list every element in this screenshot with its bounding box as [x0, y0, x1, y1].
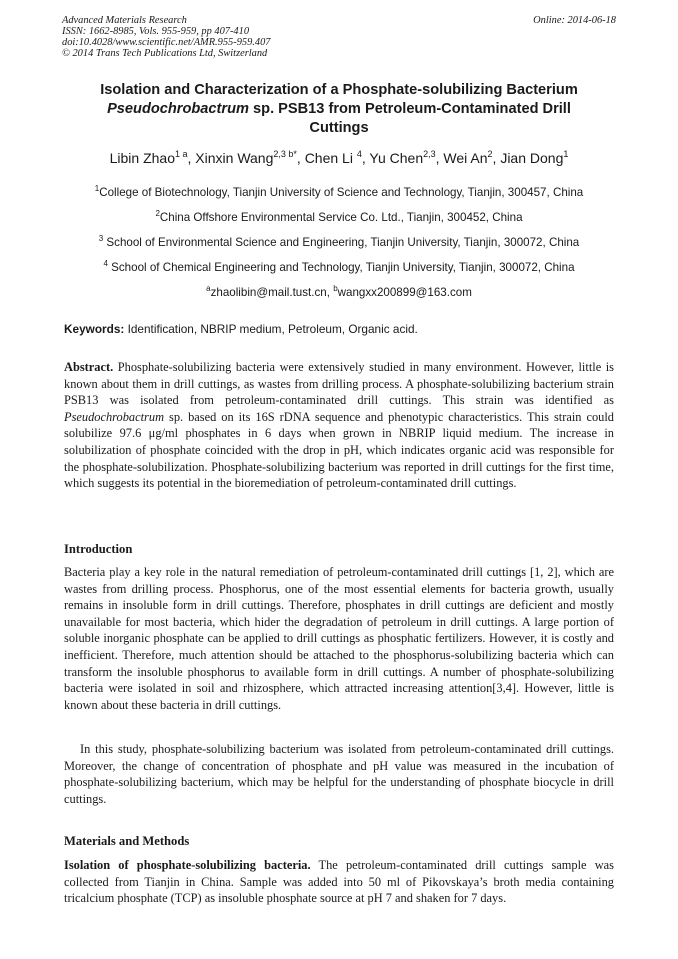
methods-paragraph-1: [64, 857, 614, 907]
issn-line: ISSN: 1662-8985, Vols. 955-959, pp 407-410: [62, 26, 250, 37]
intro-paragraph-2: In this study, phosphate-solubilizing bacterium was isolated from petroleum-contaminated drill cuttings. Moreover, the change of concentration of phosphate and pH value was measured in the incubation of phosphate-solubilizing bacterium, which may be helpful for the understanding of phosphate biocycle in drill cuttings.: [64, 742, 614, 806]
journal-header: [62, 15, 422, 59]
affil-marker: 3: [98, 234, 104, 243]
author-name: Jian Dong: [500, 150, 564, 166]
author-affil-marker: 2: [487, 149, 493, 159]
intro-paragraph-1: Bacteria play a key role in the natural remediation of petroleum-contaminated drill cuttings [1, 2], which are wastes from drilling process. Phosphorus, one of the most essential elements for bacteria growth, usually remains in insoluble form in drill cuttings. Therefore, phosphates in drill cuttings are deficient and mostly unavailable for most bacteria, which hider the degradation of petroleum in drill cuttings. A large portion of soluble inorganic phosphate can be applied to drill cuttings as phosphatic fertilizers. However, it is costly and inefficient. Therefore, much attention should be attached to the phosphorus-solubilizing bacteria which can transform the insoluble phosphorus to available form in drill cuttings. A number of phosphate-solubilizing bacteria were isolated in soil and rhizosphere, which attracted increasing attention[3,4]. However, little is known about these bacteria in drill cuttings.: [64, 565, 614, 712]
author-list: Libin Zhao$^{1 a}$, Xinxin Wang$^{2,3 b*}$, Chen Li $^4$, Yu Chen$^{2,3}$, Wei An$^2$, Jian Dong$^1$: [109, 149, 569, 166]
affil-text: China Offshore Environmental Service Co. Ltd., Tianjin, 300452, China: [159, 211, 523, 224]
abstract-genus: Pseudochrobactrum: [64, 409, 165, 424]
email-a: zhaolibin@mail.tust.cn,: [210, 286, 334, 299]
author-emails: [30, 286, 648, 300]
affil-marker: 1: [94, 184, 100, 193]
email-marker: a: [206, 284, 211, 293]
affiliation-2: [30, 211, 648, 225]
title-genus: Pseudochrobactrum: [107, 101, 249, 117]
section-heading-methods: Materials and Methods: [64, 834, 190, 848]
author-affil-marker: 2,3 b*: [273, 149, 297, 159]
abstract-text: sp. based on its 16S rDNA sequence and phenotypic characteristics. This strain could solubilize 97.6 μg/ml phosphates in 6 days when grown in NBRIP liquid medium. The increase in solubilization of phosphate coincided with the drop in pH, which indicates organic acid was responsible for the phosphate-solubilization. Phosphate-solubilizing bacterium was reported in drill cuttings for the first time, which suggests its potential in the bioremediation of petroleum-contaminated drill cuttings.: [64, 409, 614, 491]
email-b: wangxx200899@163.com: [337, 286, 472, 299]
author-name: Libin Zhao: [109, 150, 175, 166]
keywords-text: Identification, NBRIP medium, Petroleum, Organic acid.: [124, 322, 418, 336]
affil-marker: 2: [155, 209, 160, 218]
title-line-1: Isolation and Characterization of a Phosphate-solubilizing Bacterium: [100, 82, 578, 98]
doi-line: doi:10.4028/www.scientific.net/AMR.955-959.407: [62, 37, 271, 48]
methods-subheading: Isolation of phosphate-solubilizing bacteria.: [64, 858, 311, 872]
affiliation-3: [30, 236, 648, 250]
email-marker: b: [333, 284, 338, 293]
affil-marker: 4: [103, 259, 108, 268]
affiliation-1: [30, 186, 648, 200]
affil-text: School of Environmental Science and Engineering, Tianjin University, Tianjin, 300072, China: [103, 236, 580, 249]
affil-text: School of Chemical Engineering and Technology, Tianjin University, Tianjin, 300072, China: [107, 261, 575, 274]
author-affil-marker: 1 a: [175, 149, 188, 159]
methods-text: The petroleum-contaminated drill cuttings sample was collected from Tianjin in China. Sample was added into 50 ml of Pikovskaya’s broth media containing tricalcium phosphate (TCP) as insoluble phosphate source at pH 7 and shaken for 7 days.: [64, 858, 615, 906]
author-affil-marker: 1: [563, 149, 569, 159]
journal-name: Advanced Materials Research: [62, 15, 187, 26]
affil-text: College of Biotechnology, Tianjin University of Science and Technology, Tianjin, 300457, China: [99, 186, 584, 199]
paper-title: [60, 81, 618, 138]
copyright-line: © 2014 Trans Tech Publications Ltd, Switzerland: [62, 48, 268, 59]
abstract-text: Phosphate-solubilizing bacteria were extensively studied in many environment. However, little is known about them in drill cuttings, as wastes from drilling process. A phosphate-solubilizing bacterium strain PSB13 was isolated from petroleum-contaminated drill cuttings. This strain was identified as: [64, 360, 614, 408]
online-date: Online: 2014-06-18: [533, 15, 616, 26]
author-affil-marker: 2,3: [423, 149, 436, 159]
abstract-label: Abstract.: [64, 360, 114, 374]
title-line-2: [60, 100, 618, 119]
author-name: Wei An: [443, 150, 488, 166]
keywords: [64, 322, 616, 337]
title-line-2-rest: sp. PSB13 from Petroleum-Contaminated Drill: [248, 101, 571, 117]
section-heading-introduction: Introduction: [64, 542, 133, 556]
abstract-paragraph: [64, 359, 614, 492]
title-line-3: Cuttings: [309, 120, 369, 136]
author-name: Chen Li: [304, 150, 357, 166]
author-affil-marker: 4: [356, 149, 362, 159]
author-name: Yu Chen: [369, 150, 424, 166]
affiliation-4: [30, 261, 648, 275]
keywords-label: Keywords:: [64, 322, 125, 336]
author-name: Xinxin Wang: [195, 150, 274, 166]
